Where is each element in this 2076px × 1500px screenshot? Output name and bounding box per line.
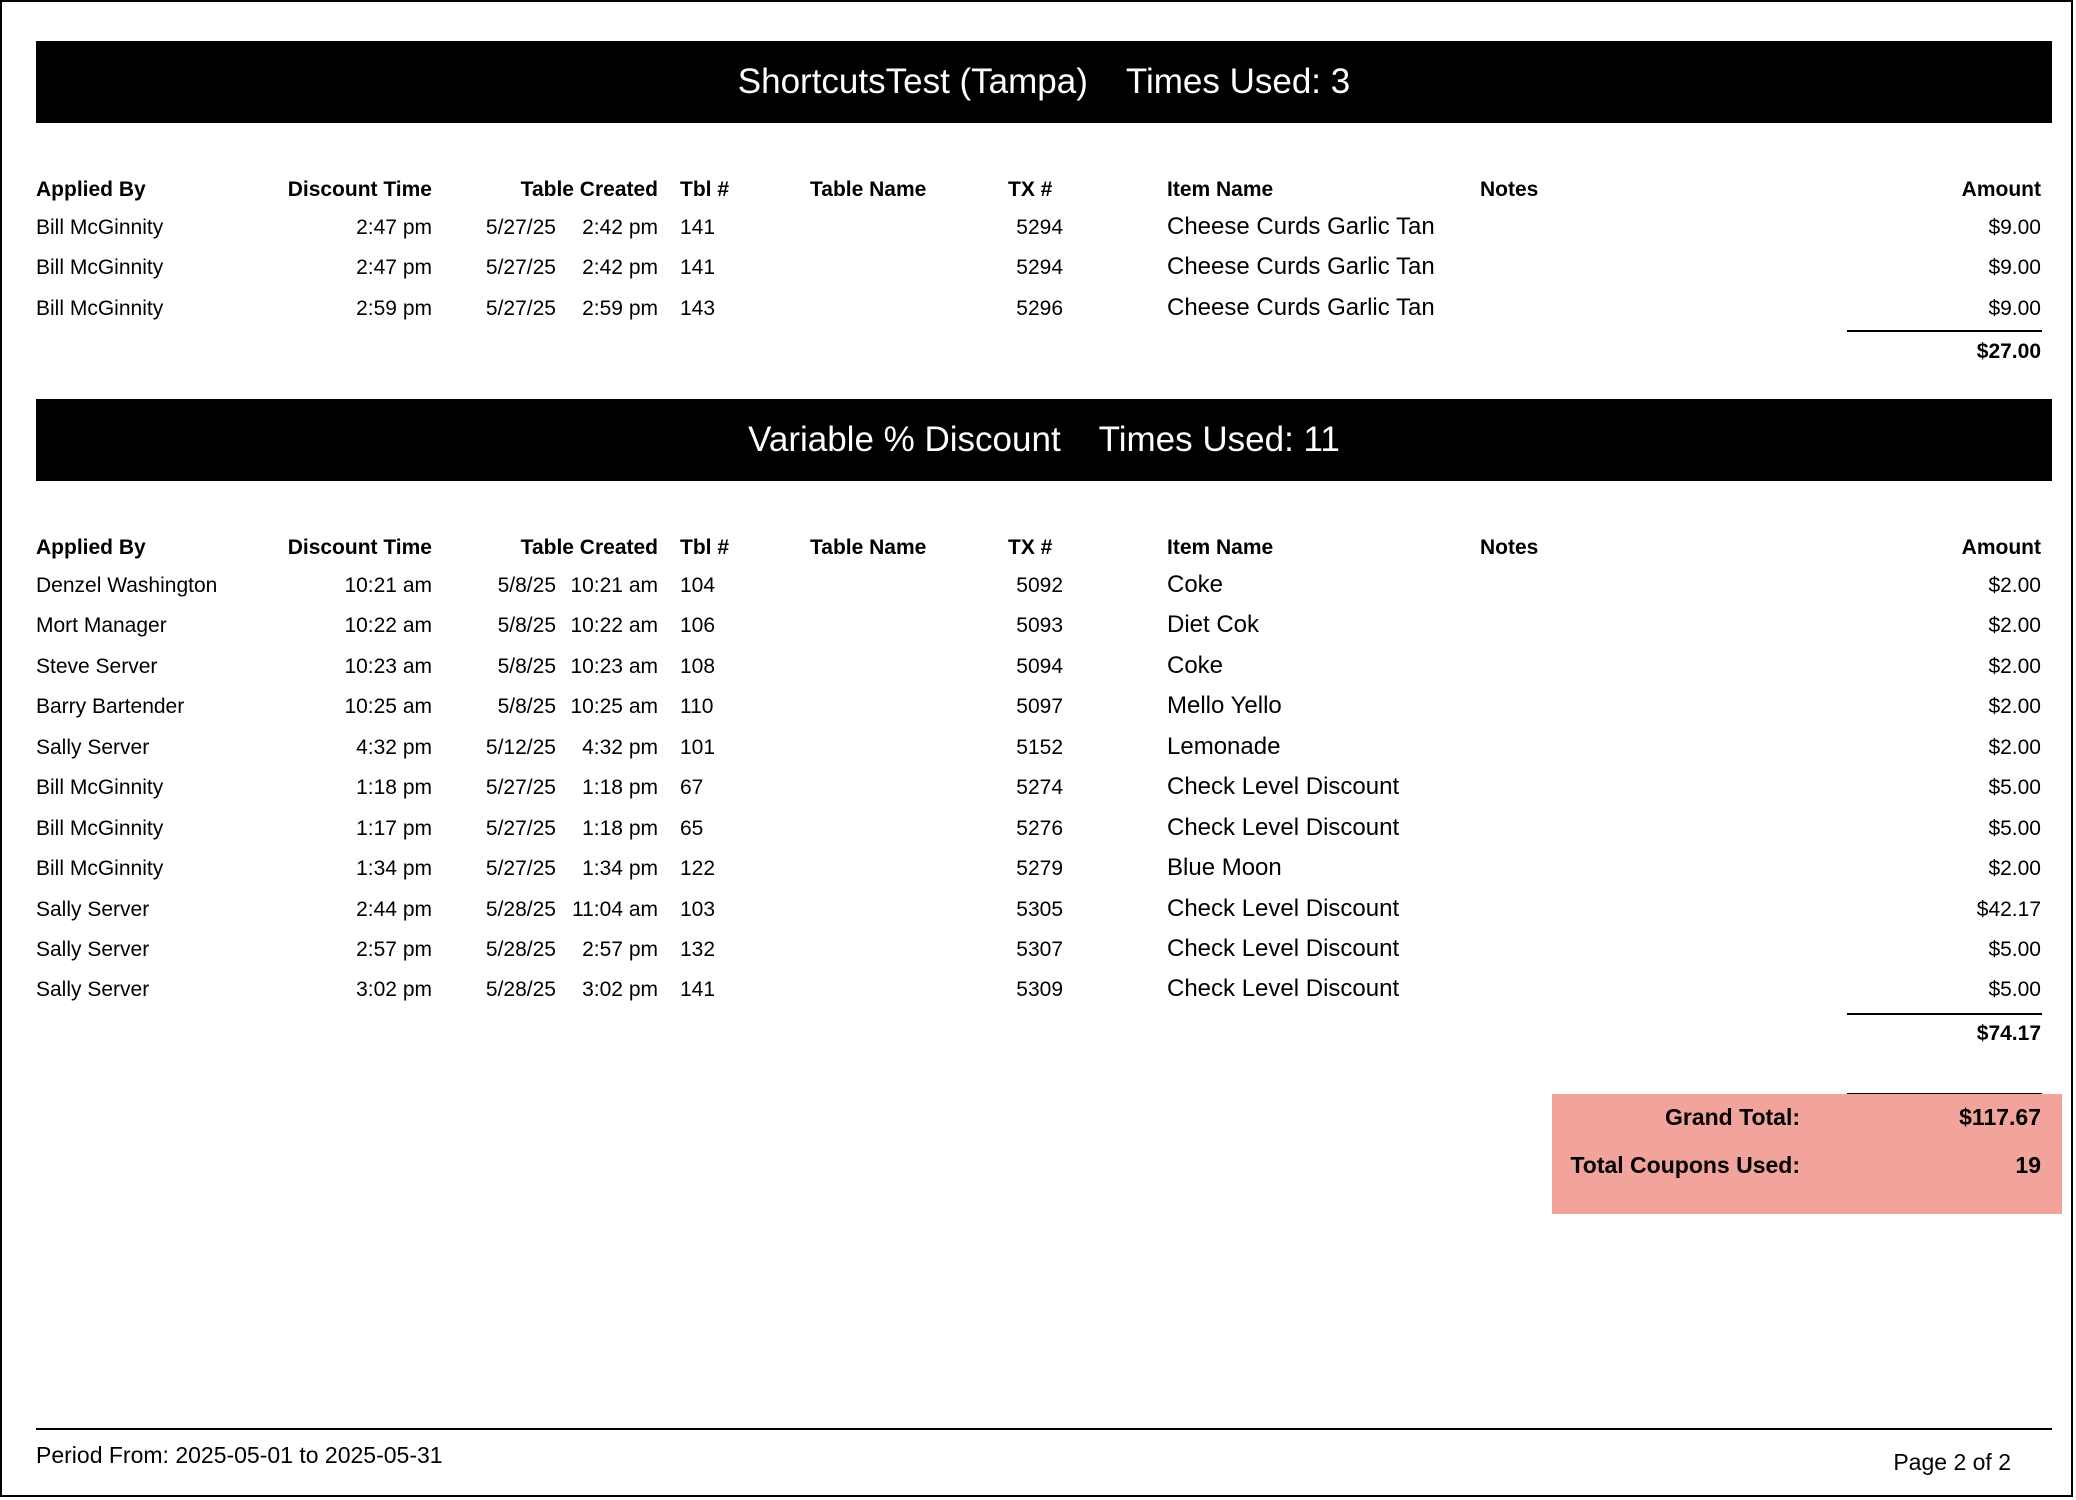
cell-created-time: 1:18 pm: [582, 776, 658, 799]
cell-created-date: 5/27/25: [485, 297, 556, 320]
cell-created-date: 5/28/25: [485, 938, 556, 961]
column-header-applied-by: Applied By: [36, 178, 146, 201]
cell-created-time: 2:42 pm: [582, 256, 658, 279]
cell-amount: $2.00: [1988, 695, 2041, 718]
cell-tbl: 65: [680, 817, 704, 840]
cell-discount-time: 1:34 pm: [356, 857, 432, 880]
cell-item: Cheese Curds Garlic Tan: [1167, 294, 1435, 321]
cell-tx: 5152: [1016, 736, 1063, 759]
cell-item: Coke: [1167, 571, 1224, 598]
times-used: Times Used: 11: [1098, 420, 1340, 459]
column-header-tx: TX #: [1008, 178, 1053, 201]
cell-tx: 5294: [1016, 256, 1063, 279]
cell-applied-by: Barry Bartender: [36, 695, 185, 718]
cell-tbl: 103: [680, 898, 716, 921]
cell-amount: $9.00: [1988, 216, 2041, 239]
column-header-tbl: Tbl #: [680, 536, 730, 559]
cell-tbl: 143: [680, 297, 716, 320]
cell-discount-time: 10:22 am: [344, 614, 432, 637]
column-header-item-name: Item Name: [1167, 178, 1274, 201]
cell-item: Check Level Discount: [1167, 773, 1400, 800]
cell-applied-by: Bill McGinnity: [36, 857, 164, 880]
cell-created-date: 5/8/25: [497, 574, 556, 597]
cell-created-date: 5/27/25: [485, 776, 556, 799]
cell-amount: $9.00: [1988, 297, 2041, 320]
column-header-notes: Notes: [1480, 536, 1539, 559]
cell-item: Lemonade: [1167, 733, 1281, 760]
cell-applied-by: Bill McGinnity: [36, 256, 164, 279]
cell-applied-by: Bill McGinnity: [36, 297, 164, 320]
cell-created-date: 5/28/25: [485, 898, 556, 921]
cell-amount: $2.00: [1988, 574, 2041, 597]
cell-amount: $2.00: [1988, 655, 2041, 678]
column-header-discount-time: Discount Time: [287, 536, 432, 559]
cell-item: Cheese Curds Garlic Tan: [1167, 253, 1435, 280]
cell-created-time: 4:32 pm: [582, 736, 658, 759]
column-header-table-name: Table Name: [810, 178, 927, 201]
cell-discount-time: 4:32 pm: [356, 736, 432, 759]
cell-tx: 5296: [1016, 297, 1063, 320]
cell-tbl: 110: [680, 695, 714, 718]
cell-amount: $42.17: [1976, 898, 2041, 921]
cell-created-date: 5/12/25: [485, 736, 556, 759]
discount-name: Variable % Discount: [748, 420, 1061, 459]
cell-created-date: 5/27/25: [485, 857, 556, 880]
cell-discount-time: 2:44 pm: [356, 898, 432, 921]
cell-amount: $2.00: [1988, 857, 2041, 880]
column-header-discount-time: Discount Time: [287, 178, 432, 201]
column-header-table-name: Table Name: [810, 536, 927, 559]
section-subtotal: $74.17: [1976, 1022, 2041, 1045]
section-banner: [36, 399, 2052, 481]
cell-item: Mello Yello: [1167, 692, 1282, 719]
grand-total-label: Grand Total:: [1664, 1104, 1800, 1130]
cell-amount: $9.00: [1988, 256, 2041, 279]
cell-tbl: 67: [680, 776, 704, 799]
cell-applied-by: Sally Server: [36, 938, 150, 961]
cell-item: Check Level Discount: [1167, 895, 1400, 922]
column-header-table-created: Table Created: [520, 178, 658, 201]
cell-item: Blue Moon: [1167, 854, 1282, 881]
cell-applied-by: Bill McGinnity: [36, 776, 164, 799]
cell-tx: 5305: [1016, 898, 1063, 921]
cell-discount-time: 1:17 pm: [356, 817, 432, 840]
cell-discount-time: 10:23 am: [344, 655, 432, 678]
cell-amount: $2.00: [1988, 614, 2041, 637]
section-subtotal: $27.00: [1976, 340, 2041, 363]
cell-created-date: 5/27/25: [485, 817, 556, 840]
cell-tbl: 132: [680, 938, 716, 961]
cell-created-time: 1:18 pm: [582, 817, 658, 840]
summary-box: [1552, 1094, 2062, 1214]
cell-tx: 5309: [1016, 978, 1063, 1001]
cell-created-time: 2:42 pm: [582, 216, 658, 239]
cell-tbl: 104: [680, 574, 716, 597]
cell-item: Check Level Discount: [1167, 935, 1400, 962]
cell-item: Check Level Discount: [1167, 975, 1400, 1002]
grand-total-value: $117.67: [1959, 1104, 2041, 1130]
cell-applied-by: Denzel Washington: [36, 574, 218, 597]
cell-created-time: 11:04 am: [572, 898, 658, 921]
cell-tbl: 141: [680, 256, 716, 279]
cell-created-date: 5/28/25: [485, 978, 556, 1001]
page-number: Page 2 of 2: [1893, 1449, 2011, 1475]
footer-rule: [36, 1428, 2052, 1430]
total-coupons-value: 19: [2015, 1152, 2041, 1178]
cell-tx: 5092: [1016, 574, 1063, 597]
cell-tbl: 141: [680, 978, 716, 1001]
cell-tbl: 141: [680, 216, 716, 239]
cell-item: Check Level Discount: [1167, 814, 1400, 841]
cell-amount: $5.00: [1988, 776, 2041, 799]
total-coupons-label: Total Coupons Used:: [1570, 1152, 1800, 1178]
cell-amount: $5.00: [1988, 978, 2041, 1001]
cell-created-time: 2:57 pm: [582, 938, 658, 961]
cell-created-time: 3:02 pm: [582, 978, 658, 1001]
cell-amount: $5.00: [1988, 817, 2041, 840]
column-header-item-name: Item Name: [1167, 536, 1274, 559]
column-header-tbl: Tbl #: [680, 178, 730, 201]
column-header-applied-by: Applied By: [36, 536, 146, 559]
cell-tx: 5097: [1016, 695, 1063, 718]
cell-applied-by: Bill McGinnity: [36, 216, 164, 239]
cell-applied-by: Sally Server: [36, 978, 150, 1001]
column-header-notes: Notes: [1480, 178, 1539, 201]
cell-tbl: 101: [680, 736, 716, 759]
cell-created-date: 5/8/25: [497, 695, 556, 718]
cell-discount-time: 10:21 am: [344, 574, 432, 597]
cell-created-time: 10:21 am: [570, 574, 658, 597]
cell-applied-by: Sally Server: [36, 898, 150, 921]
cell-created-time: 10:23 am: [570, 655, 658, 678]
cell-tx: 5307: [1016, 938, 1063, 961]
cell-created-time: 2:59 pm: [582, 297, 658, 320]
cell-applied-by: Mort Manager: [36, 614, 167, 637]
cell-tx: 5294: [1016, 216, 1063, 239]
cell-tbl: 122: [680, 857, 716, 880]
column-header-table-created: Table Created: [520, 536, 658, 559]
cell-discount-time: 3:02 pm: [356, 978, 432, 1001]
period-range: Period From: 2025-05-01 to 2025-05-31: [36, 1442, 443, 1468]
cell-tx: 5093: [1016, 614, 1063, 637]
column-header-amount: Amount: [1961, 178, 2041, 201]
cell-item: Coke: [1167, 652, 1224, 679]
cell-created-date: 5/8/25: [497, 614, 556, 637]
cell-tx: 5276: [1016, 817, 1063, 840]
subtotal-rule: [1847, 1013, 2042, 1015]
subtotal-rule: [1847, 330, 2042, 332]
cell-tx: 5279: [1016, 857, 1063, 880]
cell-applied-by: Steve Server: [36, 655, 158, 678]
cell-discount-time: 2:47 pm: [356, 216, 432, 239]
discount-name: ShortcutsTest (Tampa): [737, 62, 1088, 101]
cell-item: Cheese Curds Garlic Tan: [1167, 213, 1435, 240]
cell-created-time: 10:22 am: [570, 614, 658, 637]
cell-created-time: 1:34 pm: [582, 857, 658, 880]
cell-discount-time: 2:59 pm: [356, 297, 432, 320]
column-header-amount: Amount: [1961, 536, 2041, 559]
cell-amount: $5.00: [1988, 938, 2041, 961]
cell-created-date: 5/8/25: [497, 655, 556, 678]
cell-tx: 5094: [1016, 655, 1063, 678]
column-header-tx: TX #: [1008, 536, 1053, 559]
cell-created-time: 10:25 am: [570, 695, 658, 718]
cell-tx: 5274: [1016, 776, 1063, 799]
cell-item: Diet Cok: [1167, 611, 1260, 638]
section-banner: [36, 41, 2052, 123]
cell-discount-time: 2:57 pm: [356, 938, 432, 961]
cell-created-date: 5/27/25: [485, 256, 556, 279]
times-used: Times Used: 3: [1125, 62, 1351, 101]
cell-applied-by: Sally Server: [36, 736, 150, 759]
cell-discount-time: 2:47 pm: [356, 256, 432, 279]
cell-discount-time: 1:18 pm: [356, 776, 432, 799]
cell-amount: $2.00: [1988, 736, 2041, 759]
cell-discount-time: 10:25 am: [344, 695, 432, 718]
cell-tbl: 106: [680, 614, 716, 637]
cell-created-date: 5/27/25: [485, 216, 556, 239]
cell-tbl: 108: [680, 655, 716, 678]
cell-applied-by: Bill McGinnity: [36, 817, 164, 840]
